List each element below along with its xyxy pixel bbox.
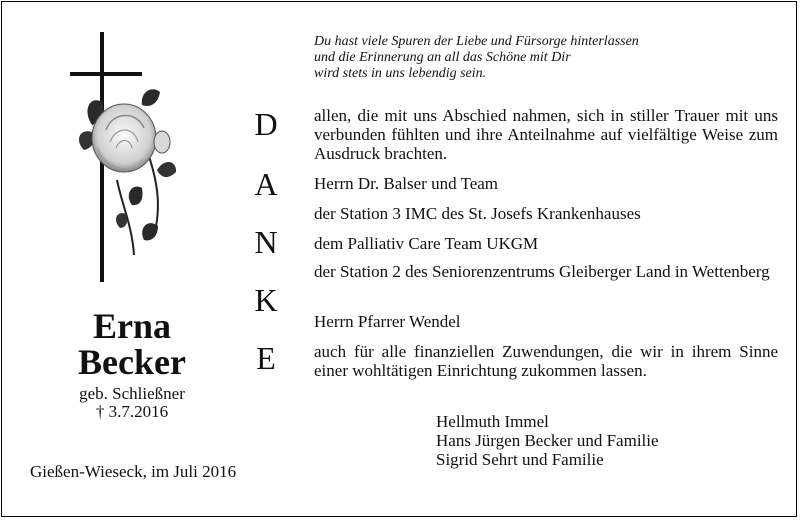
place-date: Gießen-Wieseck, im Juli 2016: [30, 462, 237, 481]
thanks-item: der Station 2 des Seniorenzentrums Gleiberger Land in Wettenberg: [314, 262, 770, 281]
obituary-notice: [1, 1, 797, 517]
quote-line: wird stets in uns lebendig sein.: [314, 66, 487, 81]
signer: Sigrid Sehrt und Familie: [436, 450, 604, 469]
signer: Hellmuth Immel: [436, 412, 549, 431]
danke-letter: E: [256, 340, 276, 376]
danke-letter: D: [254, 106, 278, 142]
thanks-item: auch für alle finanziellen Zuwendungen, die wir in ihrem Sinne einer wohltätigen Einrichtung zukommen lassen.: [314, 342, 778, 380]
thanks-item: der Station 3 IMC des St. Josefs Krankenhauses: [314, 204, 641, 223]
thanks-item: allen, die mit uns Abschied nahmen, sich in stiller Trauer mit uns verbunden fühlten und ihre Anteilnahme auf vielfältige Weise zum Ausdruck brachten.: [314, 106, 778, 163]
danke-letter: A: [254, 166, 278, 202]
quote-line: Du hast viele Spuren der Liebe und Fürsorge hinterlassen: [314, 34, 639, 49]
deceased-first-name: Erna: [92, 306, 171, 346]
deceased-last-name: Becker: [78, 342, 186, 382]
signer: Hans Jürgen Becker und Familie: [436, 431, 659, 450]
danke-letter: K: [254, 282, 278, 318]
signers: [436, 412, 659, 469]
death-date: † 3.7.2016: [95, 402, 169, 421]
thanks-item: dem Palliativ Care Team UKGM: [314, 234, 539, 253]
memorial-quote: [314, 34, 754, 82]
quote-line: und die Erinnerung an all das Schöne mit Dir: [314, 50, 571, 65]
danke-letter: N: [254, 224, 278, 260]
cross-with-rose-icon: [62, 30, 192, 290]
thanks-item: Herrn Pfarrer Wendel: [314, 312, 461, 331]
birth-name: geb. Schließner: [79, 384, 185, 403]
thanks-item: Herrn Dr. Balser und Team: [314, 174, 499, 193]
